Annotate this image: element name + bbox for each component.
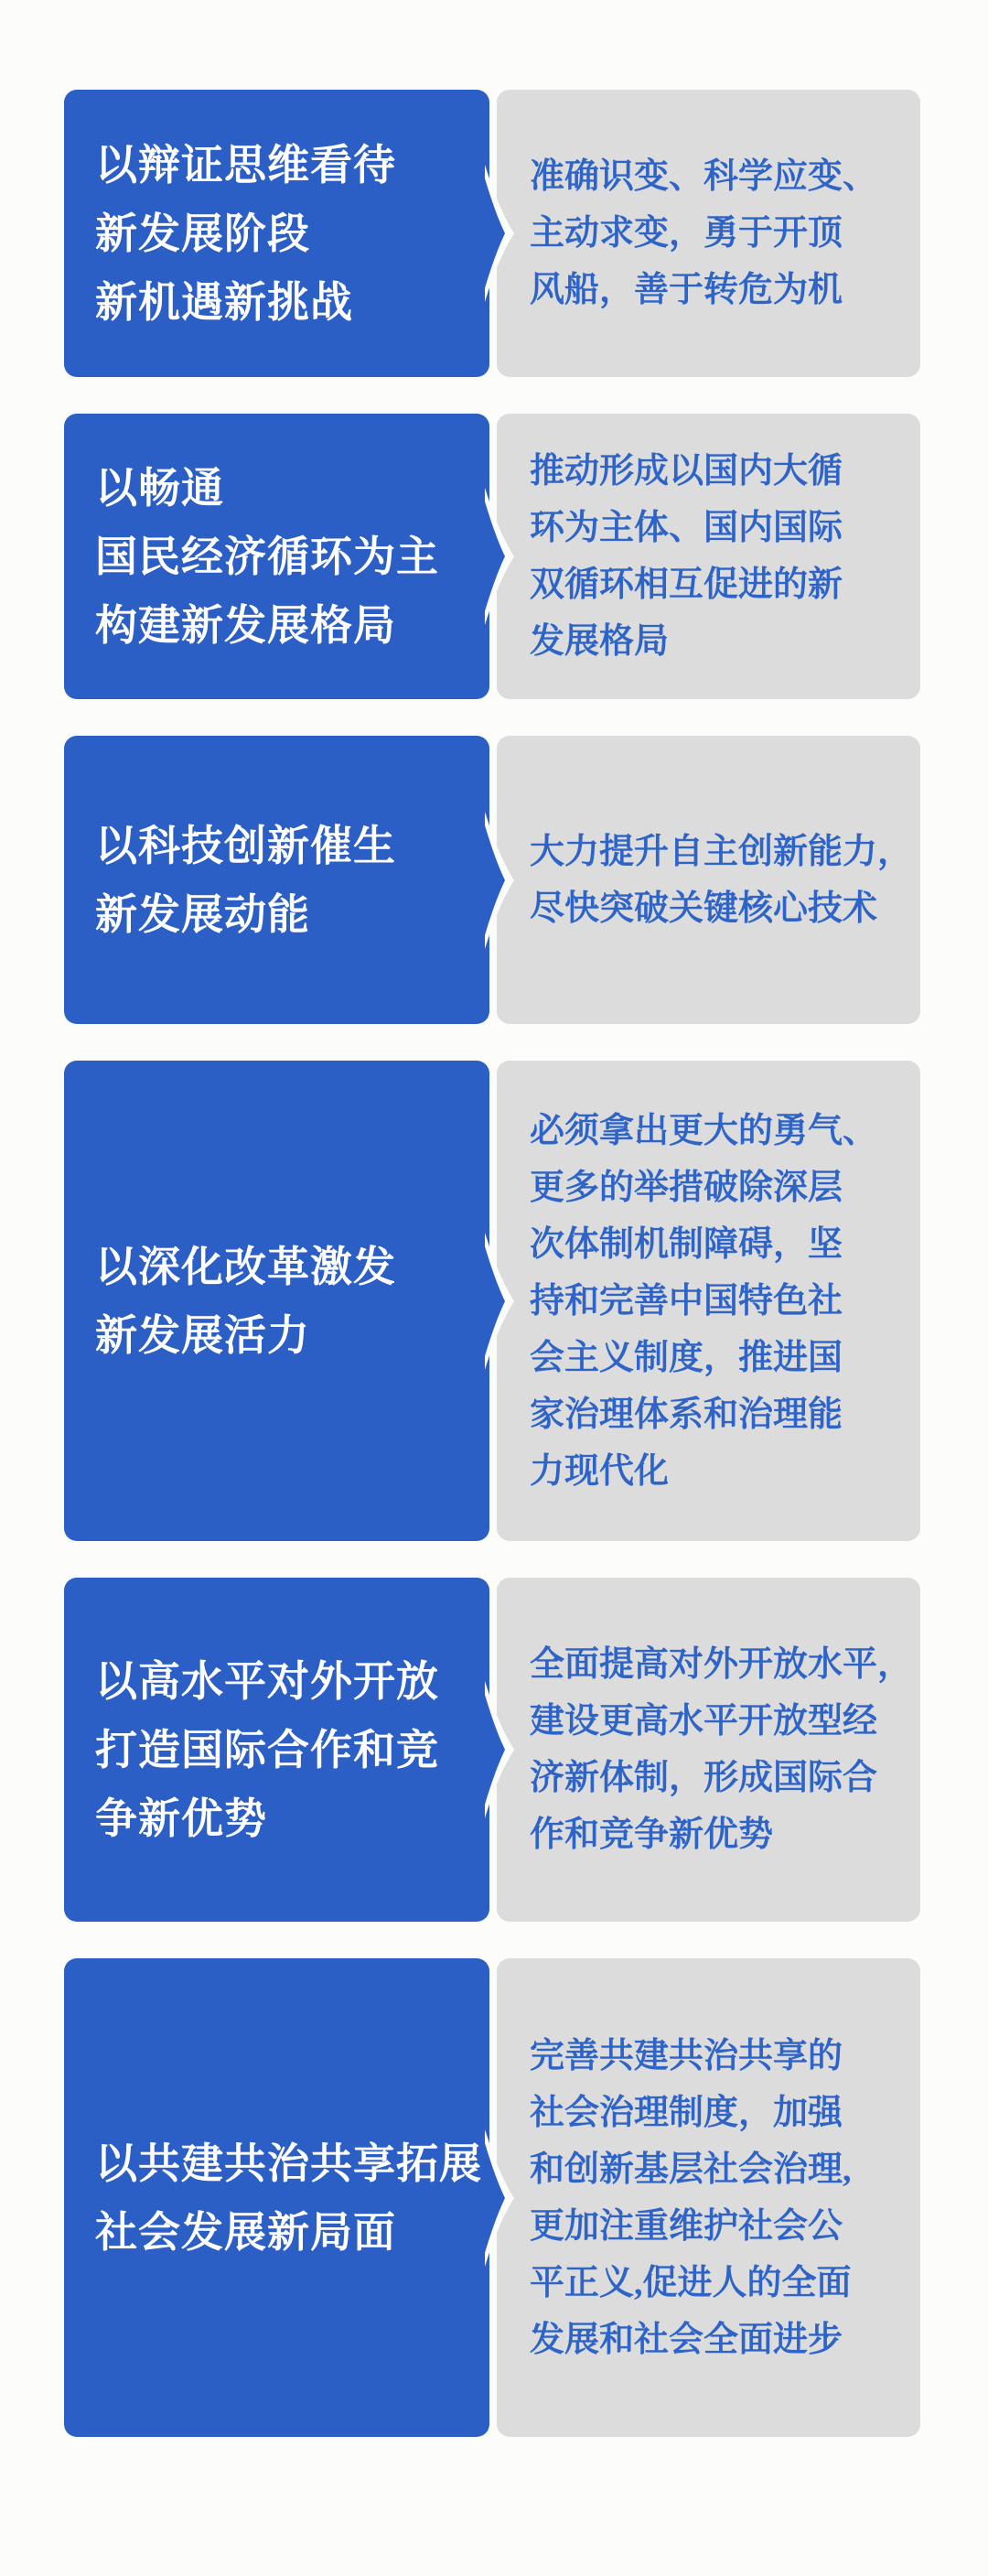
card-description-panel xyxy=(497,1578,920,1922)
card-description-text: 推动形成以国内大循 环为主体、国内国际 双循环相互促进的新 发展格局 xyxy=(530,452,843,661)
arrow-right-icon xyxy=(485,488,520,625)
card-description-panel xyxy=(497,736,920,1024)
card-heading-panel xyxy=(64,1958,489,2437)
arrow-right-icon xyxy=(485,165,520,302)
card-description-text: 必须拿出更大的勇气、 更多的举措破除深层 次体制机制障碍，坚 持和完善中国特色社 会主义制度，推进国 家治理体系和治理能 力现代化 xyxy=(530,1111,878,1491)
card-description-text: 准确识变、科学应变、 主动求变，勇于开顶 风船，善于转危为机 xyxy=(530,157,878,309)
policy-card-3 xyxy=(64,736,920,1024)
policy-card-4 xyxy=(64,1061,920,1541)
card-heading-panel xyxy=(64,90,489,377)
card-heading-panel xyxy=(64,414,489,699)
card-description-text: 大力提升自主创新能力， 尽快突破关键核心技术 xyxy=(530,832,913,928)
card-description-text: 全面提高对外开放水平， 建设更高水平开放型经 济新体制，形成国际合 作和竞争新优势 xyxy=(530,1645,913,1854)
card-description-panel xyxy=(497,1061,920,1541)
arrow-right-icon xyxy=(485,812,520,949)
card-description-panel xyxy=(497,414,920,699)
policy-card-2 xyxy=(64,414,920,699)
policy-card-6 xyxy=(64,1958,920,2437)
policy-card-1 xyxy=(64,90,920,377)
arrow-right-icon xyxy=(485,2129,520,2267)
arrow-right-icon xyxy=(485,1233,520,1370)
card-heading-text: 以高水平对外开放 打造国际合作和竞 争新优势 xyxy=(95,1657,439,1842)
arrow-right-icon xyxy=(485,1681,520,1818)
card-heading-text: 以辩证思维看待 新发展阶段 新机遇新挑战 xyxy=(95,141,396,326)
card-heading-text: 以共建共治共享拓展 社会发展新局面 xyxy=(95,2139,482,2256)
card-description-panel xyxy=(497,90,920,377)
card-heading-panel xyxy=(64,736,489,1024)
policy-card-5 xyxy=(64,1578,920,1922)
card-heading-panel xyxy=(64,1578,489,1922)
card-heading-text: 以深化改革激发 新发展活力 xyxy=(95,1243,396,1359)
card-heading-panel xyxy=(64,1061,489,1541)
card-description-panel xyxy=(497,1958,920,2437)
card-heading-text: 以畅通 国民经济循环为主 构建新发展格局 xyxy=(95,464,439,649)
card-heading-text: 以科技创新催生 新发展动能 xyxy=(95,822,396,938)
card-description-text: 完善共建共治共享的 社会治理制度，加强 和创新基层社会治理, 更加注重维护社会公 平正义,促进人的全面 发展和社会全面进步 xyxy=(530,2036,852,2359)
